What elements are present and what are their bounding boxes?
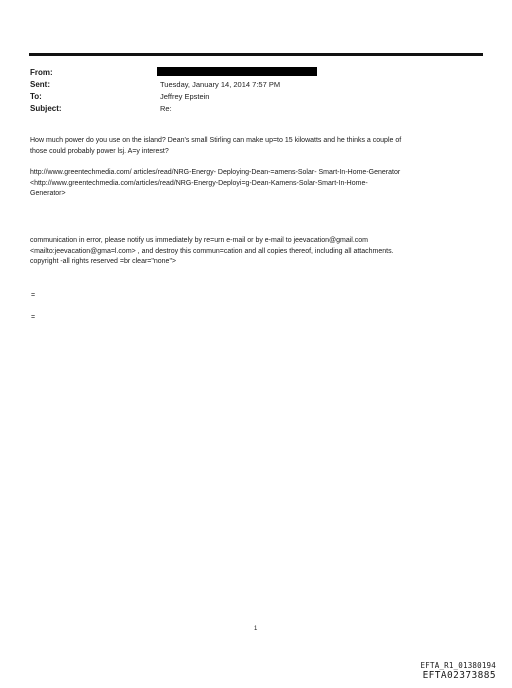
subject-label: Subject: <box>30 103 62 113</box>
link-block <box>30 168 490 200</box>
equals-mark: = <box>31 292 36 299</box>
bates-number-secondary: EFTA02373885 <box>422 670 496 681</box>
bates-stamp <box>421 661 496 681</box>
from-value <box>160 67 317 78</box>
redaction-box <box>157 67 317 76</box>
link-url[interactable]: http://www.greentechmedia.com/ articles/read/NRG-Energy- Deploying-Dean-=amens-Solar- Smart-In-Home-Generator <box>30 169 401 176</box>
to-row <box>30 90 490 102</box>
to-value: Jeffrey Epstein <box>160 91 210 101</box>
notice-line: <mailto:jeevacation@gma=l.com> , and destroy this commun=cation and all copies thereof, including all attachments. <box>30 247 394 255</box>
link-url[interactable]: Generator> <box>30 190 66 197</box>
paragraph-line: those could probably power lsj. A=y interest? <box>30 147 169 155</box>
to-label: To: <box>30 91 42 101</box>
message-paragraph <box>30 136 490 157</box>
notice-line: communication in error, please notify us immediately by re=urn e-mail or by e-mail to jeevacation@gmail.com <box>30 237 368 244</box>
sent-value: Tuesday, January 14, 2014 7:57 PM <box>160 79 281 89</box>
equals-mark: = <box>31 314 36 321</box>
subject-row <box>30 102 490 114</box>
from-label: From: <box>30 67 53 77</box>
link-url[interactable]: <http://www.greentechmedia.com/articles/read/NRG-Energy-Deployi=g-Dean-Kamens-Solar-Smart-In-Home- <box>30 179 368 187</box>
sent-label: Sent: <box>30 79 50 89</box>
bates-number-primary: EFTA_R1_01380194 <box>420 661 496 670</box>
subject-value: Re: <box>160 103 172 113</box>
page-number: 1 <box>254 626 258 632</box>
email-header <box>30 66 490 114</box>
sent-row <box>30 78 490 90</box>
paragraph-line: How much power do you use on the island? Dean's small Stirling can make up=to 15 kilowatts and he thinks a couple of <box>30 137 402 144</box>
notice-line: copyright -all rights reserved =br clear="none"> <box>30 258 177 265</box>
from-row <box>30 66 490 78</box>
confidentiality-notice <box>30 236 490 268</box>
top-rule <box>29 53 483 56</box>
